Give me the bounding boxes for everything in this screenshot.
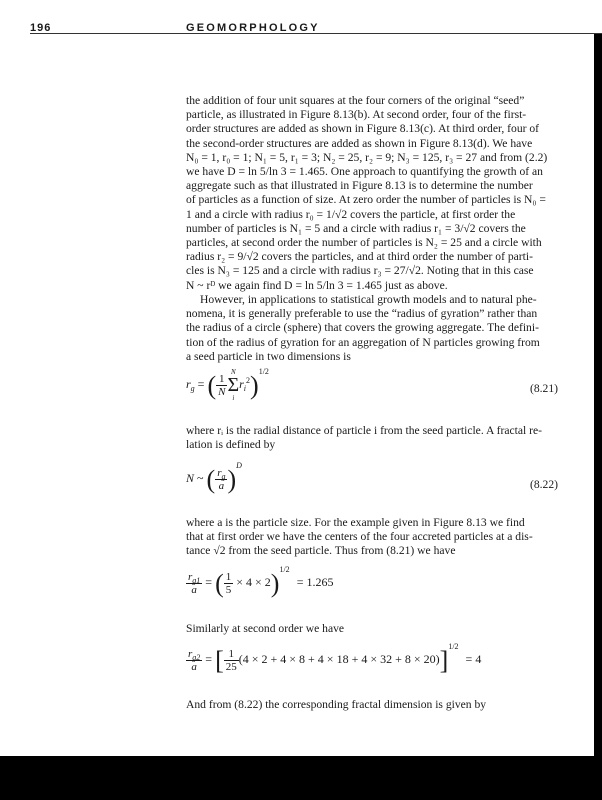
eq-symbol: r (239, 376, 244, 391)
eq-expression: × 4 × 2 (236, 575, 271, 589)
right-paren: ) (250, 370, 259, 400)
eq-exponent: 1/2 (258, 366, 269, 376)
text-line: that at first order we have the centers of the four accreted particles at a dis- (186, 530, 533, 544)
numerator (186, 648, 202, 661)
text-line: Similarly at second order we have (186, 622, 345, 635)
text-line: number of particles is N₁ = 5 and a circle with radius r₁ = 3/√2 covers the (186, 221, 526, 235)
denominator: 25 (225, 660, 237, 673)
equation-number: (8.21) (529, 382, 558, 395)
scan-edge-right (594, 34, 602, 756)
eq-operator: = (197, 376, 205, 391)
text-line: we have D = ln 5/ln 3 = 1.465. One approach to quantifying the growth of an (186, 165, 543, 179)
eq-result: = 4 (465, 652, 482, 666)
fraction (215, 467, 227, 492)
eq-symbol: r (188, 570, 193, 583)
eq-exponent: D (236, 461, 242, 470)
denominator: N (218, 385, 226, 398)
eq-symbol: N (186, 471, 195, 485)
left-paren: ( (206, 465, 216, 494)
text-line: particle, as illustrated in Figure 8.13(b). At second order, four of the first- (186, 108, 527, 122)
eq-symbol: r (217, 466, 222, 479)
equation-8-21 (186, 368, 558, 412)
text-line: order structures are added as shown in Figure 8.13(c). At third order, four of (186, 122, 540, 136)
eq-subscript: g (190, 384, 195, 394)
text-line: a seed particle in two dimensions is (186, 349, 351, 363)
eq-exponent: 1/2 (448, 642, 459, 651)
text-line: where rᵢ is the radial distance of particle i from the seed particle. A fractal re- (186, 424, 542, 437)
right-paren: ) (227, 465, 237, 494)
eq-operator: ~ (197, 471, 204, 485)
numerator: 1 (224, 648, 239, 661)
eq-operator: = (205, 575, 213, 589)
numerator (186, 571, 202, 584)
sigma-symbol: Σ (227, 374, 240, 396)
scan-edge-bottom (0, 756, 602, 800)
running-head: GEOMORPHOLOGY (186, 22, 320, 34)
text-line: the addition of four unit squares at the four corners of the original “seed” (186, 94, 525, 107)
equation-first-order (186, 565, 558, 606)
numerator: 1 (225, 570, 232, 583)
summation (227, 368, 239, 402)
text-line: N₀ = 1, r₀ = 1; N₁ = 5, r₁ = 3; N₂ = 25, r₂ = 9; N₃ = 125, r₃ = 27 and from (2.2) (186, 150, 548, 164)
header-rule (30, 33, 602, 34)
text-line: where a is the particle size. For the example given in Figure 8.13 we find (186, 516, 525, 529)
text-line: tance √2 from the seed particle. Thus from (8.21) we have (186, 544, 456, 558)
text-line: the second-order structures are added as shown in Figure 8.13(d). We have (186, 136, 533, 150)
text-line: nomena, it is generally preferable to use the “radius of gyration” rather than (186, 307, 538, 321)
paragraph-2 (186, 293, 558, 364)
eq-exponent: 1/2 (279, 565, 290, 574)
eq-expression: (4 × 2 + 4 × 8 + 4 × 18 + 4 × 32 + 8 × 20) (238, 652, 440, 666)
text-line: lation is defined by (186, 438, 276, 452)
paragraph-4 (186, 516, 558, 559)
left-paren: ( (215, 569, 224, 598)
sum-lower: i (232, 394, 235, 402)
eq-symbol: r (188, 647, 193, 660)
right-paren: ) (270, 569, 280, 598)
right-bracket: ] (439, 646, 449, 675)
text-line: the radius of a circle (sphere) that covers the growing aggregate. The defini- (186, 321, 539, 335)
fraction (224, 571, 234, 596)
left-bracket: [ (215, 646, 224, 675)
paragraph-1 (186, 94, 558, 293)
equation-number: (8.22) (529, 478, 558, 491)
text-line: N ~ rᴰ we again find D = ln 5/ln 3 = 1.465 just as above. (186, 278, 448, 292)
text-line: radius r₂ = 9/√2 covers the particles, and at third order the number of parti- (186, 250, 533, 264)
page-number: 196 (30, 22, 52, 34)
fraction (216, 373, 227, 398)
sum-upper: N (230, 368, 236, 376)
text-line: aggregate such as that illustrated in Figure 8.13 is to determine the number (186, 179, 533, 193)
paragraph-6 (186, 698, 558, 712)
text-line: And from (8.22) the corresponding fractal dimension is given by (186, 698, 487, 711)
left-paren: ( (207, 370, 217, 400)
eq-symbol: r (186, 376, 191, 391)
denominator: a (191, 660, 197, 673)
lhs-fraction (186, 571, 202, 596)
paragraph-3 (186, 424, 558, 452)
text-line: However, in applications to statistical growth models and to natural phe- (200, 293, 537, 306)
denominator: 5 (225, 583, 232, 596)
eq-subscript: i (243, 384, 247, 394)
eq-subscript: g2 (192, 652, 201, 662)
fraction (224, 648, 239, 673)
paragraph-5 (186, 622, 558, 636)
denominator: a (191, 583, 197, 596)
eq-subscript: g1 (192, 575, 201, 585)
text-line: 1 and a circle with radius r₀ = 1/√2 covers the particle, at first order the (186, 207, 516, 221)
eq-subscript: g (221, 471, 226, 481)
numerator: 1 (216, 373, 227, 386)
lhs-fraction (186, 648, 202, 673)
eq-superscript: 2 (246, 375, 251, 385)
text-line: cles is N₃ = 125 and a circle with radius r₃ = 27/√2. Noting that in this case (186, 264, 534, 278)
text-line: tion of the radius of gyration for an aggregation of N particles growing from (186, 335, 540, 349)
eq-operator: = (205, 652, 213, 666)
equation-second-order (186, 642, 558, 685)
numerator (215, 467, 227, 480)
eq-result: = 1.265 (296, 575, 334, 589)
text-line: of particles as a function of size. At zero order the number of particles is N₀ = (186, 193, 546, 207)
equation-8-22 (186, 461, 558, 506)
denominator: a (218, 479, 225, 492)
text-line: particles, at second order the number of particles is N₂ = 25 and a circle with (186, 236, 542, 250)
